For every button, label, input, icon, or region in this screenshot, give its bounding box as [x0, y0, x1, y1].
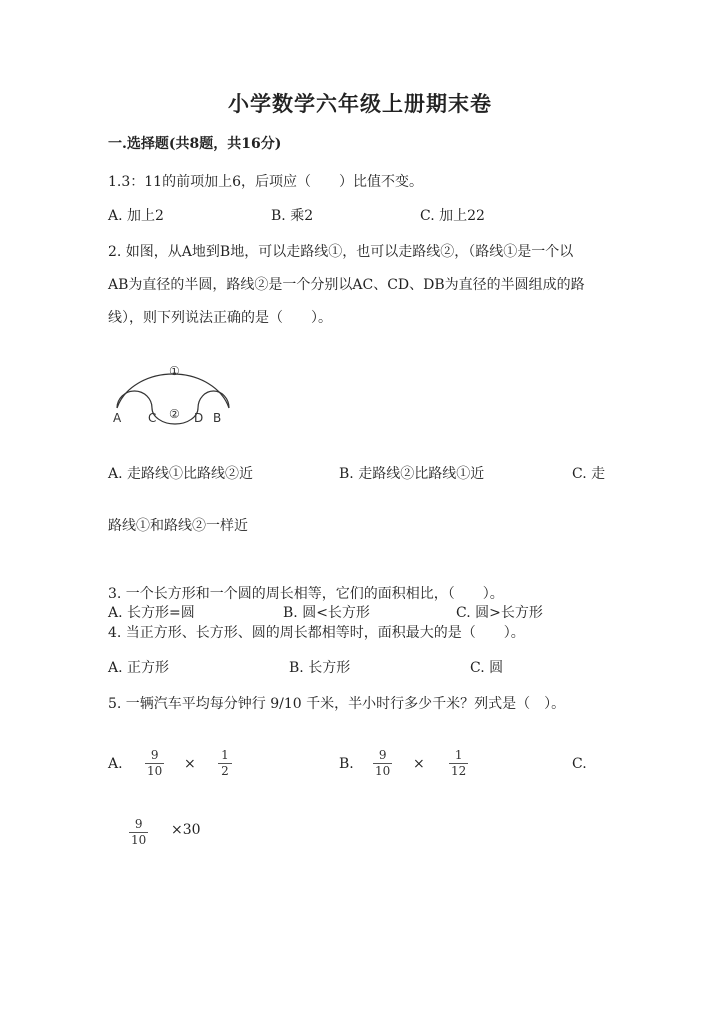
fraction-numerator: 1: [221, 748, 229, 762]
option-a-fraction-1: [145, 748, 164, 779]
question-5-option-b-label: B.: [339, 756, 354, 772]
question-3-stem: 3. 一个长方形和一个圆的周长相等，它们的面积相比，（ ）。: [108, 586, 504, 602]
fraction-denominator: 10: [147, 764, 163, 778]
option-c-fraction: [129, 817, 148, 848]
option-c-times-30: ×30: [171, 822, 201, 838]
question-2-option-b: B. 走路线②比路线①近: [339, 466, 485, 482]
question-1-stem: 1.3：11的前项加上6，后项应（ ）比值不变。: [108, 174, 423, 190]
question-5-stem: 5. 一辆汽车平均每分钟行 9/10 千米，半小时行多少千米？列式是（ ）。: [108, 696, 566, 712]
route-1-marker: ①: [169, 364, 180, 378]
question-1-option-c: C. 加上22: [420, 208, 485, 224]
question-4-option-b: B. 长方形: [289, 660, 351, 676]
option-a-fraction-2: [218, 748, 232, 779]
question-2-line-1: 2. 如图，从A地到B地，可以走路线①，也可以走路线②，（路线①是一个以: [108, 244, 574, 260]
fraction-denominator: 12: [451, 764, 467, 778]
section-heading: 一.选择题(共8题，共16分): [108, 136, 282, 152]
route-diagram: [105, 352, 235, 432]
question-2-option-c: C. 走: [572, 466, 606, 482]
question-5-option-a-label: A.: [108, 756, 123, 772]
question-4-option-a: A. 正方形: [108, 660, 170, 676]
question-1-option-b: B. 乘2: [271, 208, 314, 224]
question-2-option-a: A. 走路线①比路线②近: [108, 466, 254, 482]
question-5-option-c-label: C.: [572, 756, 587, 772]
question-4-stem: 4. 当正方形、长方形、圆的周长都相等时，面积最大的是（ ）。: [108, 625, 525, 641]
option-a-times-sign: ×: [184, 756, 196, 772]
question-2-option-c-continued: 路线①和路线②一样近: [108, 518, 248, 534]
question-3-option-a: A. 长方形=圆: [108, 605, 195, 621]
fraction-denominator: 2: [221, 764, 229, 778]
fraction-denominator: 10: [375, 764, 391, 778]
question-3-option-b: B. 圆<长方形: [283, 605, 370, 621]
question-3-option-c: C. 圆>长方形: [456, 605, 543, 621]
point-a-label: A: [113, 411, 122, 425]
point-b-label: B: [213, 411, 222, 425]
option-b-fraction-2: [449, 748, 468, 779]
question-1-option-a: A. 加上2: [108, 208, 164, 224]
fraction-numerator: 9: [150, 748, 159, 762]
question-2-line-2: AB为直径的半圆，路线②是一个分别以AC、CD、DB为直径的半圆组成的路: [108, 277, 585, 293]
fraction-numerator: 9: [378, 748, 387, 762]
fraction-numerator: 9: [134, 817, 143, 831]
fraction-numerator: 1: [454, 748, 463, 762]
question-4-option-c: C. 圆: [470, 660, 504, 676]
route-2-arc-ac: [117, 391, 152, 408]
point-c-label: C: [148, 411, 157, 425]
page-title: 小学数学六年级上册期末卷: [228, 91, 492, 116]
option-b-times-sign: ×: [413, 756, 425, 772]
fraction-denominator: 10: [131, 833, 147, 847]
question-2-line-3: 线），则下列说法正确的是（ ）。: [108, 310, 332, 326]
option-b-fraction-1: [373, 748, 392, 779]
point-d-label: D: [194, 411, 204, 425]
route-2-marker: ②: [169, 407, 180, 421]
